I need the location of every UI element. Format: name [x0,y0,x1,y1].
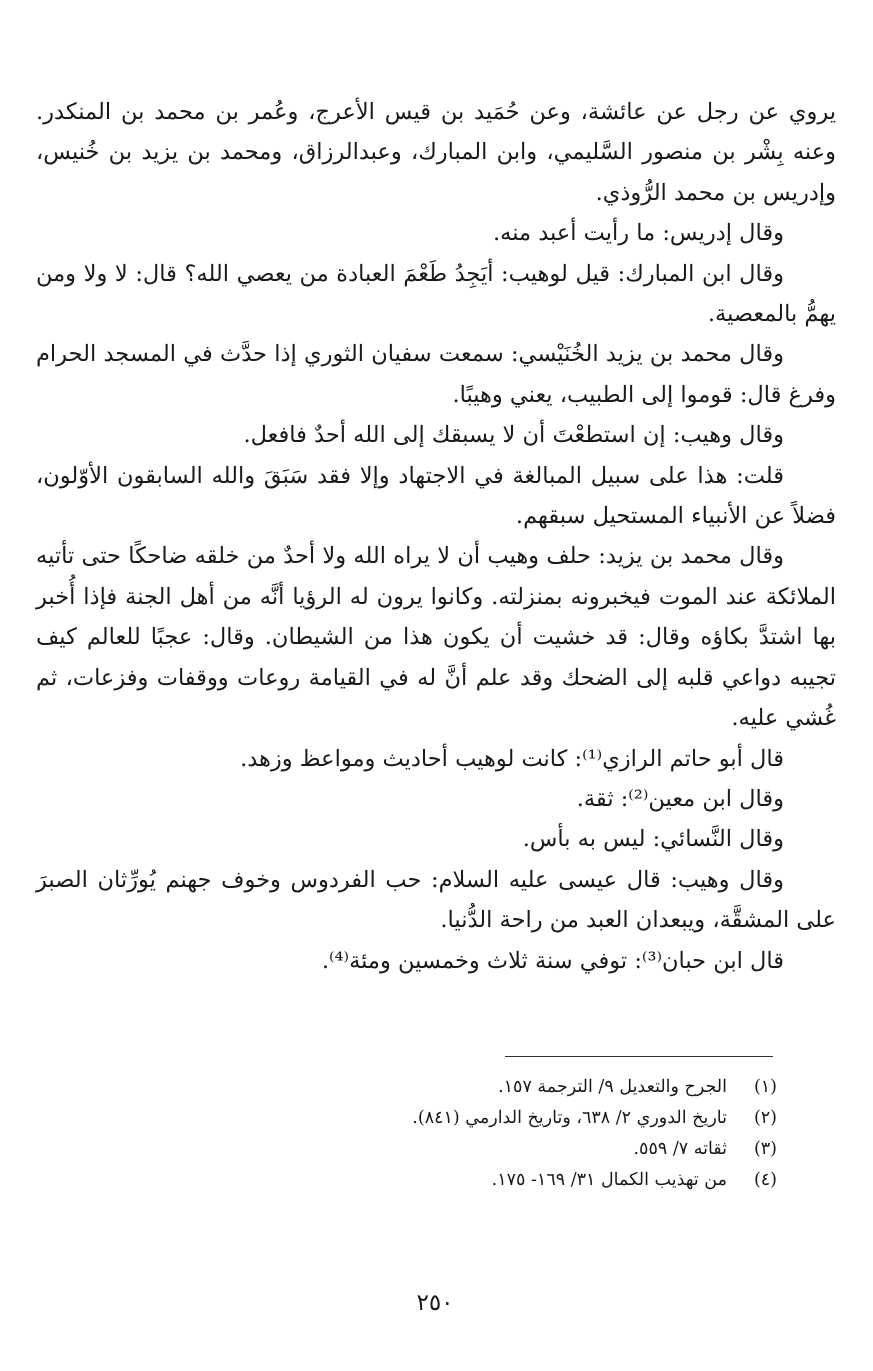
paragraph: يروي عن رجل عن عائشة، وعن حُمَيد بن قيس الأعرج، وعُمر بن محمد بن المنكدر. وعنه بِشْر بن منصور السَّليمي، وابن المبارك، وعبدالرزاق، ومحمد بن يزيد بن خُنيس، وإدريس بن محمد الرُّوذي. [36,99,836,206]
footnote-text: من تهذيب الكمال ٣١/ ١٦٩- ١٧٥. [491,1170,727,1190]
footnote-number: (٤) [753,1170,777,1190]
paragraph: وقال محمد بن يزيد: حلف وهيب أن لا يراه الله ولا أحدٌ من خلقه ضاحكًا حتى تأتيه الملائكة عند الموت فيخبرونه بمنزلته. وكانوا يرون له الرؤيا أنَّه من أهل الجنة فإذا أُخبر بها اشتدَّ بكاؤه وقال: قد خشيت أن يكون هذا من الشيطان. وقال: عجبًا للعالم كيف تجيبه دواعي قلبه إلى الضحك وقد علم أنَّ له في القيامة روعات ووقفات وفزعات، ثم غُشي عليه. [36,543,836,732]
paragraph: وقال وهيب: إن استطعْتَ أن لا يسبقك إلى الله أحدٌ فافعل. [243,422,784,449]
footnote-item [200,1165,777,1196]
paragraph: قال أبو حاتم الرازي⁽¹⁾: كانت لوهيب أحاديث ومواعظ وزهد. [240,745,784,772]
footnote-text: ثقاته ٧/ ٥٥٩. [633,1139,727,1159]
footnote-number: (١) [753,1077,777,1097]
footnote-number: (٢) [753,1108,777,1128]
footnote-item [200,1072,777,1103]
paragraph: وقال ابن معين⁽²⁾: ثقة. [576,785,784,812]
footnote-text: الجرح والتعديل ٩/ الترجمة ١٥٧. [498,1077,727,1097]
footnote-item [200,1103,777,1134]
paragraph: وقال وهيب: قال عيسى عليه السلام: حب الفردوس وخوف جهنم يُورِّثان الصبرَ على المشقَّة، ويبعدان العبد من راحة الدُّنيا. [36,866,836,934]
paragraph: وقال محمد بن يزيد الخُنَيْسي: سمعت سفيان الثوري إذا حدَّث في المسجد الحرام وفرغ قال: قوموا إلى الطبيب، يعني وهيبًا. [36,341,836,408]
paragraph: وقال ابن المبارك: قيل لوهيب: أيَجِدُ طَعْمَ العبادة من يعصي الله؟ قال: لا ولا ومن يهمُّ بالمعصية. [36,260,836,328]
footnote-number: (٣) [753,1139,777,1159]
footnotes [200,1072,777,1196]
footnote-separator [505,1056,773,1057]
paragraph: قال ابن حبان⁽³⁾: توفي سنة ثلاث وخمسين ومئة⁽⁴⁾. [321,947,784,974]
page-number: ٢٥٠ [416,1290,454,1316]
footnote-text: تاريخ الدوري ٢/ ٦٣٨، وتاريخ الدارمي (٨٤١). [412,1108,727,1128]
footnote-item [200,1134,777,1165]
paragraph: وقال النَّسائي: ليس به بأس. [522,826,784,853]
main-text [36,92,836,981]
paragraph: قلت: هذا على سبيل المبالغة في الاجتهاد وإلا فقد سَبَقَ والله السابقون الأوّلون، فضلاً عن الأنبياء المستحيل سبقهم. [36,462,836,530]
paragraph: وقال إدريس: ما رأيت أعبد منه. [493,220,784,247]
